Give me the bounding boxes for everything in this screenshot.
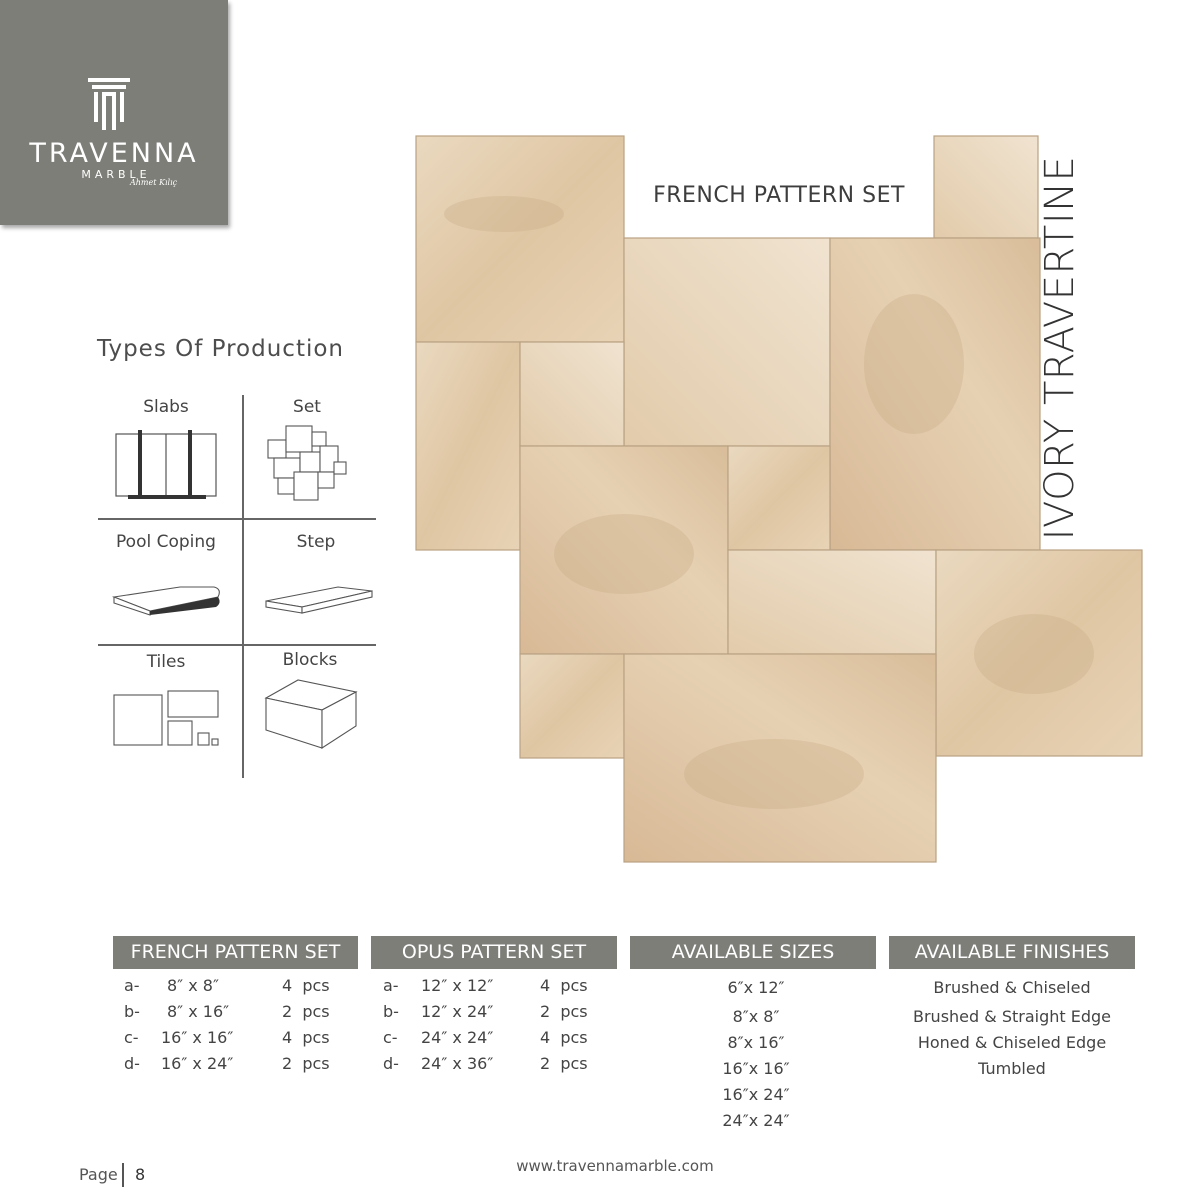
tile — [416, 342, 520, 550]
french-row-qty: 2 pcs — [282, 1054, 330, 1073]
types-of-production-title: Types Of Production — [97, 336, 345, 362]
production-label-tiles: Tiles — [146, 652, 186, 672]
production-label-set: Set — [293, 397, 321, 417]
grid-divider-horizontal — [98, 644, 376, 646]
brand-signature: Ahmet Kılıç — [130, 178, 178, 187]
size-item: 16″x 24″ — [722, 1085, 790, 1104]
website-url: www.travennamarble.com — [516, 1157, 714, 1175]
blocks-icon — [262, 678, 360, 750]
finish-item: Honed & Chiseled Edge — [917, 1033, 1107, 1052]
column-logo-icon — [86, 76, 132, 136]
finish-item: Brushed & Chiseled — [933, 978, 1091, 997]
french-row-size: 16″ x 24″ — [161, 1054, 234, 1073]
french-row-letter: d- — [124, 1054, 140, 1073]
opus-row-letter: c- — [383, 1028, 398, 1047]
tiles-icon — [110, 689, 222, 749]
french-row-letter: c- — [124, 1028, 139, 1047]
finish-item: Brushed & Straight Edge — [913, 1007, 1111, 1026]
ivory-travertine-pattern-photo — [414, 134, 1144, 864]
production-label-pool-coping: Pool Coping — [116, 532, 216, 552]
opus-row-size: 12″ x 12″ — [421, 976, 494, 995]
opus-row-size: 24″ x 36″ — [421, 1054, 494, 1073]
opus-row-size: 24″ x 24″ — [421, 1028, 494, 1047]
opus-pattern-set-header: OPUS PATTERN SET — [371, 936, 617, 969]
opus-row-qty: 4 pcs — [540, 976, 588, 995]
page-label: Page — [79, 1165, 118, 1184]
french-row-qty: 4 pcs — [282, 976, 330, 995]
opus-row-qty: 2 pcs — [540, 1002, 588, 1021]
french-row-letter: b- — [124, 1002, 140, 1021]
slabs-icon — [110, 428, 222, 500]
set-icon — [266, 424, 348, 504]
opus-row-letter: d- — [383, 1054, 399, 1073]
step-icon — [262, 585, 378, 617]
available-finishes-header: AVAILABLE FINISHES — [889, 936, 1135, 969]
logo-panel — [0, 0, 228, 225]
size-item: 24″x 24″ — [722, 1111, 790, 1130]
finish-item: Tumbled — [978, 1059, 1046, 1078]
tile — [934, 136, 1038, 238]
production-label-step: Step — [296, 532, 336, 552]
brand-name: TRAVENNA — [29, 138, 199, 169]
tile — [624, 238, 830, 446]
french-row-size: 16″ x 16″ — [161, 1028, 234, 1047]
french-pattern-set-header: FRENCH PATTERN SET — [113, 936, 358, 969]
french-row-qty: 2 pcs — [282, 1002, 330, 1021]
grid-divider-horizontal — [98, 518, 376, 520]
size-item: 16″x 16″ — [722, 1059, 790, 1078]
size-item: 8″x 8″ — [732, 1007, 780, 1026]
tile — [416, 136, 624, 342]
product-name-vertical: IVORY TRAVERTINE — [1037, 155, 1083, 541]
opus-row-qty: 2 pcs — [540, 1054, 588, 1073]
french-row-size: 8″ x 8″ — [167, 976, 219, 995]
page-number: 8 — [135, 1165, 146, 1184]
opus-row-qty: 4 pcs — [540, 1028, 588, 1047]
production-label-slabs: Slabs — [143, 397, 189, 417]
tile — [520, 654, 624, 758]
size-item: 8″x 16″ — [727, 1033, 785, 1052]
brand-sub: MARBLE — [81, 168, 151, 181]
tile — [520, 342, 624, 446]
french-row-qty: 4 pcs — [282, 1028, 330, 1047]
photo-label: FRENCH PATTERN SET — [625, 183, 933, 208]
available-sizes-header: AVAILABLE SIZES — [630, 936, 876, 969]
french-row-size: 8″ x 16″ — [167, 1002, 230, 1021]
size-item: 6″x 12″ — [727, 978, 785, 997]
pool-coping-icon — [110, 585, 226, 617]
page-divider — [122, 1163, 124, 1187]
production-label-blocks: Blocks — [282, 650, 338, 670]
grid-divider-vertical — [242, 395, 244, 778]
opus-row-letter: a- — [383, 976, 399, 995]
tile — [728, 550, 936, 654]
opus-row-letter: b- — [383, 1002, 399, 1021]
french-row-letter: a- — [124, 976, 140, 995]
tile — [728, 446, 830, 550]
opus-row-size: 12″ x 24″ — [421, 1002, 494, 1021]
